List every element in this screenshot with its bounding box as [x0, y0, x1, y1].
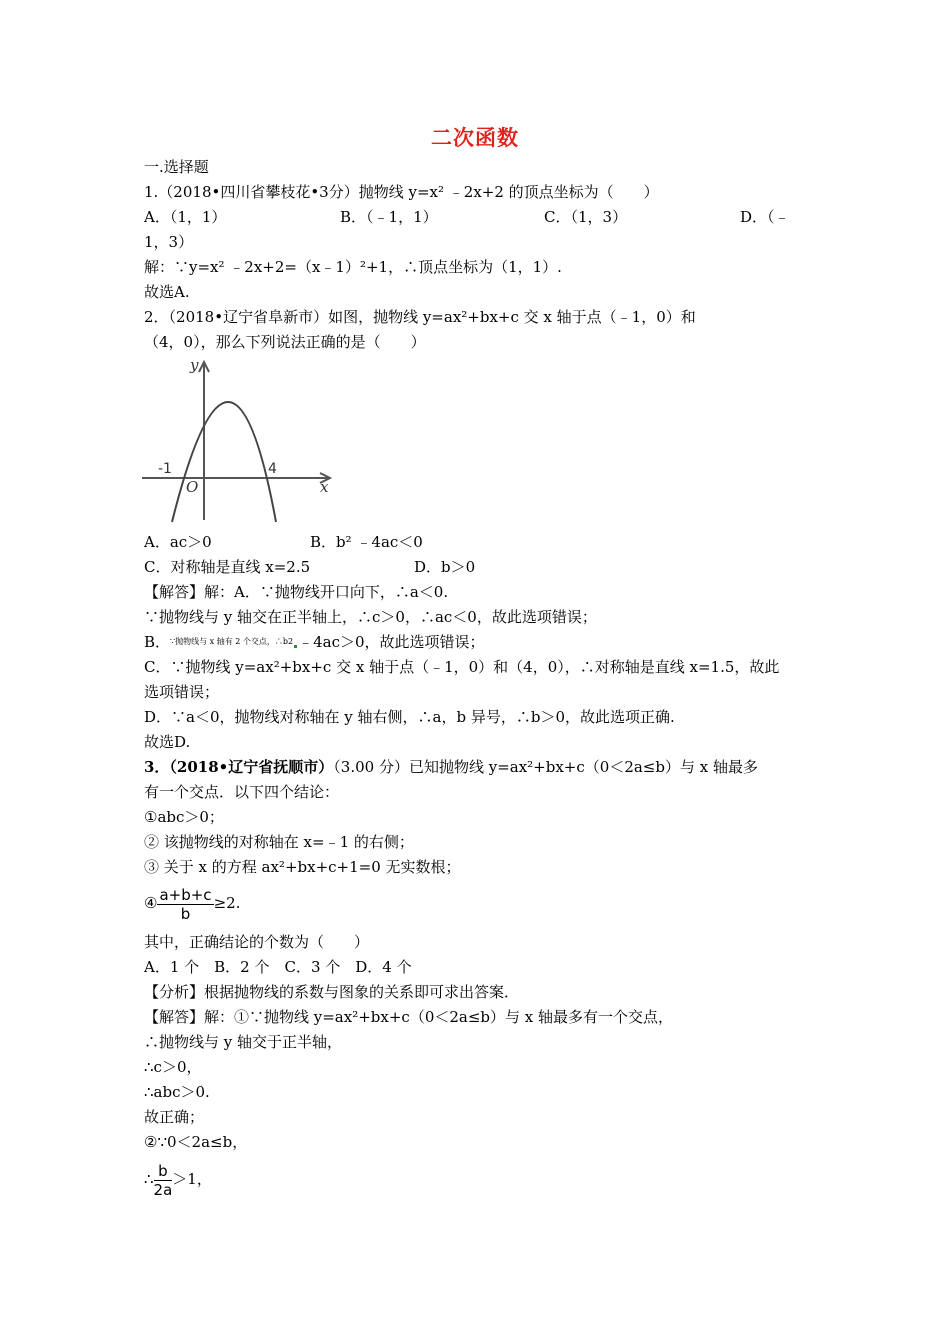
q1-answer: 故选A.	[144, 283, 190, 301]
q2-solution-line3	[144, 632, 485, 652]
q2-parabola-graph	[142, 352, 342, 524]
q3-solution-line5: 故正确；	[144, 1108, 205, 1126]
q2-solution-line5: 选项错误；	[144, 683, 220, 701]
q3-sol7-therefore: ∴	[144, 1170, 154, 1188]
graph-label-4: 4	[268, 461, 277, 477]
q3-stem-text: （3.00 分）已知抛物线 y=ax²+bx+c（0＜2a≤b）与 x 轴最多	[333, 758, 758, 776]
q3-solution-line7	[144, 1160, 212, 1199]
q3-sol7-fraction	[154, 1162, 173, 1199]
q3-analysis: 【分析】根据抛物线的系数与图象的关系即可求出答案．	[144, 983, 520, 1001]
graph-label-origin: O	[186, 478, 199, 496]
q3-solution-line4: ∴abc＞0.	[144, 1083, 210, 1101]
q3-solution-line1: 【解答】解：①∵抛物线 y=ax²+bx+c（0＜2a≤b）与 x 轴最多有一个交点，	[144, 1008, 674, 1026]
q3-c4-marker: ④	[144, 894, 158, 912]
doc-title: 二次函数	[431, 125, 519, 150]
q2-solution-line4: C．∵抛物线 y=ax²+bx+c 交 x 轴于点（﹣1，0）和（4，0），∴对称轴是直线 x=1.5，故此	[144, 658, 780, 676]
q1-solution: 解：∵y=x² ﹣2x+2=（x﹣1）²+1，∴顶点坐标为（1，1）.	[144, 258, 562, 276]
q2-option-a: A．ac＞0	[144, 533, 212, 551]
q2-sol3-small-text: ∵抛物线与 x 轴有 2 个交点，∴b2	[170, 637, 294, 646]
q3-conclusion-2: ② 该抛物线的对称轴在 x=﹣1 的右侧；	[144, 833, 414, 851]
q2-answer: 故选D.	[144, 733, 191, 751]
section-heading: 一.选择题	[144, 158, 209, 176]
q1-option-c: C．（1，3）	[544, 208, 628, 226]
q3-sol7-relation: ＞1，	[172, 1170, 212, 1188]
q1-option-d: D．（﹣	[740, 208, 790, 226]
q3-sol7-numerator: b	[154, 1162, 173, 1181]
q3-sol7-denominator: 2a	[153, 1180, 173, 1199]
q3-solution-line3: ∴c＞0，	[144, 1058, 202, 1076]
graph-label-y: y	[190, 356, 199, 374]
q3-solution-line2: ∴抛物线与 y 轴交于正半轴，	[144, 1033, 343, 1051]
graph-label-minus1: -1	[158, 461, 172, 477]
q2-option-c: C．对称轴是直线 x=2.5	[144, 558, 311, 576]
q3-solution-line6: ②∵0＜2a≤b，	[144, 1133, 248, 1151]
q2-sol3-suffix: ﹣4ac＞0，故此选项错误；	[298, 633, 485, 651]
q3-options: A．1 个 B．2 个 C．3 个 D．4 个	[144, 958, 412, 976]
q1-stem: 1.（2018•四川省攀枝花•3分）抛物线 y=x² ﹣2x+2 的顶点坐标为（ ）	[144, 183, 659, 201]
q3-source: 3．（2018•辽宁省抚顺市）	[144, 758, 334, 776]
q3-question: 其中，正确结论的个数为（ ）	[144, 933, 370, 951]
green-dot-marker	[294, 645, 297, 648]
q2-stem-line2: （4，0），那么下列说法正确的是（ ）	[144, 333, 426, 351]
q3-c4-fraction	[157, 886, 213, 923]
q2-solution-line6: D．∵a＜0，抛物线对称轴在 y 轴右侧，∴a，b 异号，∴b＞0，故此选项正确.	[144, 708, 675, 726]
q2-solution-line2: ∵抛物线与 y 轴交在正半轴上，∴c＞0，∴ac＜0，故此选项错误；	[144, 608, 597, 626]
q1-option-b: B．（﹣1，1）	[340, 208, 438, 226]
q1-option-d-cont: 1，3）	[144, 233, 194, 251]
q1-option-a: A．（1，1）	[144, 208, 227, 226]
q2-sol3-prefix: B．	[144, 633, 171, 651]
q3-c4-relation: ≥2.	[213, 894, 241, 912]
parabola-curve	[172, 402, 276, 522]
q2-solution-line1: 【解答】解：A．∵抛物线开口向下，∴a＜0.	[144, 583, 449, 601]
q3-conclusion-4	[144, 884, 240, 923]
q3-conclusion-1: ①abc＞0；	[144, 808, 224, 826]
q2-stem-line1: 2．（2018•辽宁省阜新市）如图，抛物线 y=ax²+bx+c 交 x 轴于点（﹣1，0）和	[144, 308, 696, 326]
q3-conclusion-3: ③ 关于 x 的方程 ax²+bx+c+1=0 无实数根；	[144, 858, 461, 876]
graph-label-x: x	[320, 478, 329, 496]
q3-c4-numerator: a+b+c	[159, 885, 212, 904]
q2-option-d: D．b＞0	[414, 558, 476, 576]
q3-stem-line2: 有一个交点．以下四个结论：	[144, 783, 340, 801]
q3-c4-denominator: b	[180, 904, 191, 923]
q3-stem-line1	[144, 757, 758, 777]
q2-option-b: B．b² ﹣4ac＜0	[310, 533, 423, 551]
